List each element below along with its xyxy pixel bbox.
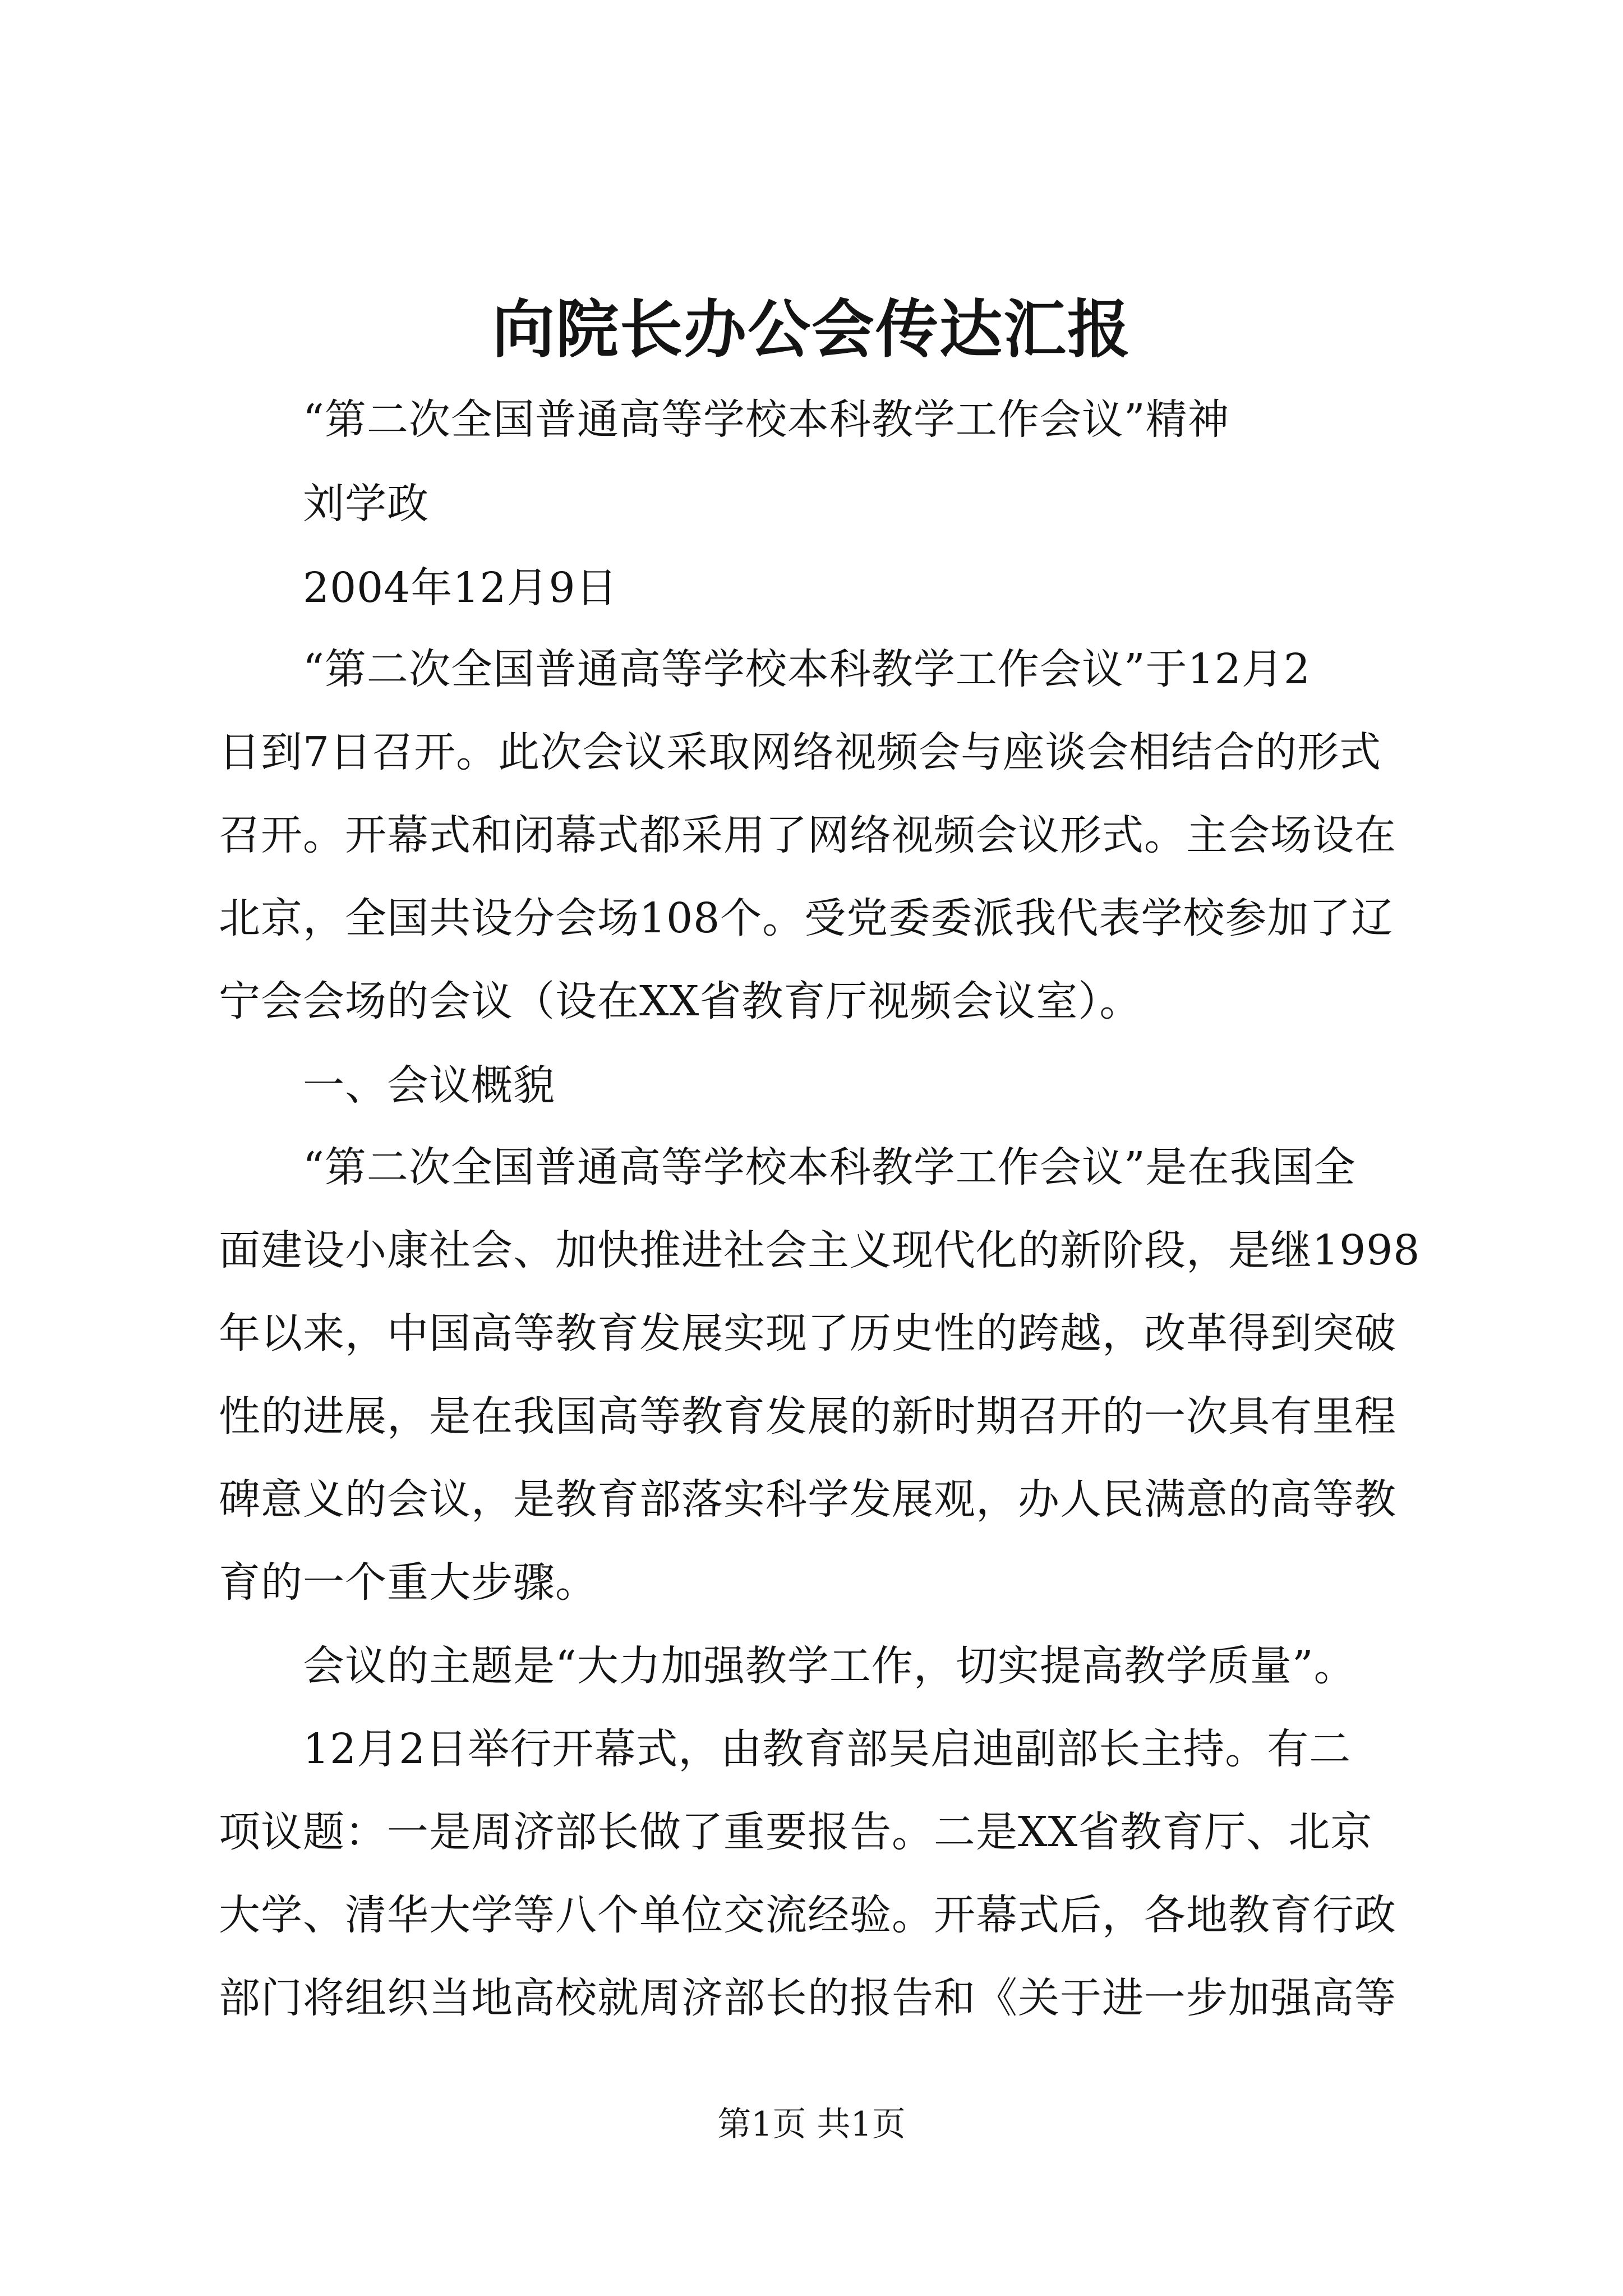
section-heading: 一、会议概貌 [303, 1061, 555, 1110]
body-line: 碑意义的会议，是教育部落实科学发展观，办人民满意的高等教 [219, 1475, 1396, 1524]
document-author: 刘学政 [303, 480, 429, 528]
body-line: 性的进展，是在我国高等教育发展的新时期召开的一次具有里程 [219, 1392, 1396, 1441]
body-line: 大学、清华大学等八个单位交流经验。开幕式后，各地教育行政 [219, 1891, 1396, 1939]
document-date: 2004年12月9日 [303, 564, 618, 612]
body-line: 面建设小康社会、加快推进社会主义现代化的新阶段，是继1998 [219, 1226, 1421, 1274]
body-line: 部门将组织当地高校就周济部长的报告和《关于进一步加强高等 [219, 1974, 1396, 2022]
body-line: 育的一个重大步骤。 [219, 1558, 597, 1607]
document-subtitle: “第二次全国普通高等学校本科教学工作会议”精神 [303, 395, 1230, 444]
body-line: 12月2日举行开幕式，由教育部吴启迪副部长主持。有二 [303, 1725, 1352, 1773]
body-line: 年以来，中国高等教育发展实现了历史性的跨越，改革得到突破 [219, 1309, 1396, 1358]
body-line: 会议的主题是“大力加强教学工作，切实提高教学质量”。 [303, 1642, 1356, 1690]
document-title: 向院长办公会传达汇报 [492, 293, 1131, 366]
page-footer: 第1页 共1页 [717, 2105, 906, 2144]
body-line: “第二次全国普通高等学校本科教学工作会议”于12月2 [303, 645, 1311, 693]
body-line: 召开。开幕式和闭幕式都采用了网络视频会议形式。主会场设在 [219, 811, 1396, 859]
body-line: “第二次全国普通高等学校本科教学工作会议”是在我国全 [303, 1143, 1356, 1191]
body-line: 北京，全国共设分会场108个。受党委委派我代表学校参加了辽 [219, 894, 1394, 942]
body-line: 宁会会场的会议（设在XX省教育厅视频会议室）。 [219, 977, 1142, 1025]
body-line: 项议题：一是周济部长做了重要报告。二是XX省教育厅、北京 [219, 1808, 1373, 1856]
body-line: 日到7日召开。此次会议采取网络视频会与座谈会相结合的形式 [219, 728, 1382, 776]
